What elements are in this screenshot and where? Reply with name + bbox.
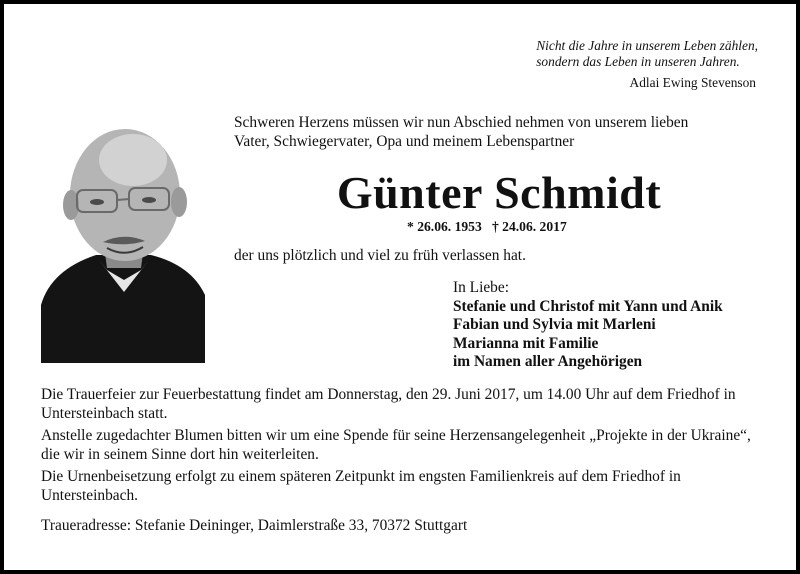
intro-line-2: Vater, Schwiegervater, Opa und meinem Lebenspartner — [234, 133, 575, 150]
mourners-heading: In Liebe: — [453, 279, 509, 296]
tagline: der uns plötzlich und viel zu früh verlassen hat. — [234, 247, 526, 264]
details-text — [41, 385, 771, 508]
quote-line-1: Nicht die Jahre in unserem Leben zählen, — [536, 38, 758, 53]
epigraph-quote — [536, 38, 758, 70]
portrait-illustration — [41, 120, 205, 363]
quote-author: Adlai Ewing Stevenson — [629, 75, 756, 90]
mourners-block — [453, 279, 723, 372]
mourner-line: Fabian und Sylvia mit Marleni — [453, 316, 656, 333]
birth-date: * 26.06. 1953 — [407, 219, 482, 234]
death-date: † 24.06. 2017 — [491, 219, 567, 234]
mourning-address: Traueradresse: Stefanie Deininger, Daimlerstraße 33, 70372 Stuttgart — [41, 517, 468, 534]
funeral-info: Die Trauerfeier zur Feuerbestattung findet am Donnerstag, den 29. Juni 2017, um 14.00 Uhr auf dem Friedhof in Untersteinbach statt. — [41, 386, 736, 422]
donation-info: Anstelle zugedachter Blumen bitten wir um eine Spende für seine Herzensangelegenheit „Projekte in der Ukraine“, die wir in seinem Sinne dort hin weiterleiten. — [41, 427, 751, 463]
mourner-line: im Namen aller Angehörigen — [453, 353, 643, 370]
life-dates — [407, 219, 567, 235]
mourner-line: Marianna mit Familie — [453, 334, 599, 352]
intro-line-1: Schweren Herzens müssen wir nun Abschied nehmen von unserem lieben — [234, 114, 689, 131]
intro-text — [234, 113, 764, 151]
mourner-line: Stefanie und Christof mit Yann und Anik — [453, 297, 723, 315]
portrait-photo — [41, 120, 205, 363]
quote-line-2: sondern das Leben in unseren Jahren. — [536, 54, 740, 69]
urn-burial-info: Die Urnenbeisetzung erfolgt zu einem späteren Zeitpunkt im engsten Familienkreis auf dem Friedhof in Untersteinbach. — [41, 468, 681, 504]
deceased-name: Günter Schmidt — [336, 167, 662, 218]
